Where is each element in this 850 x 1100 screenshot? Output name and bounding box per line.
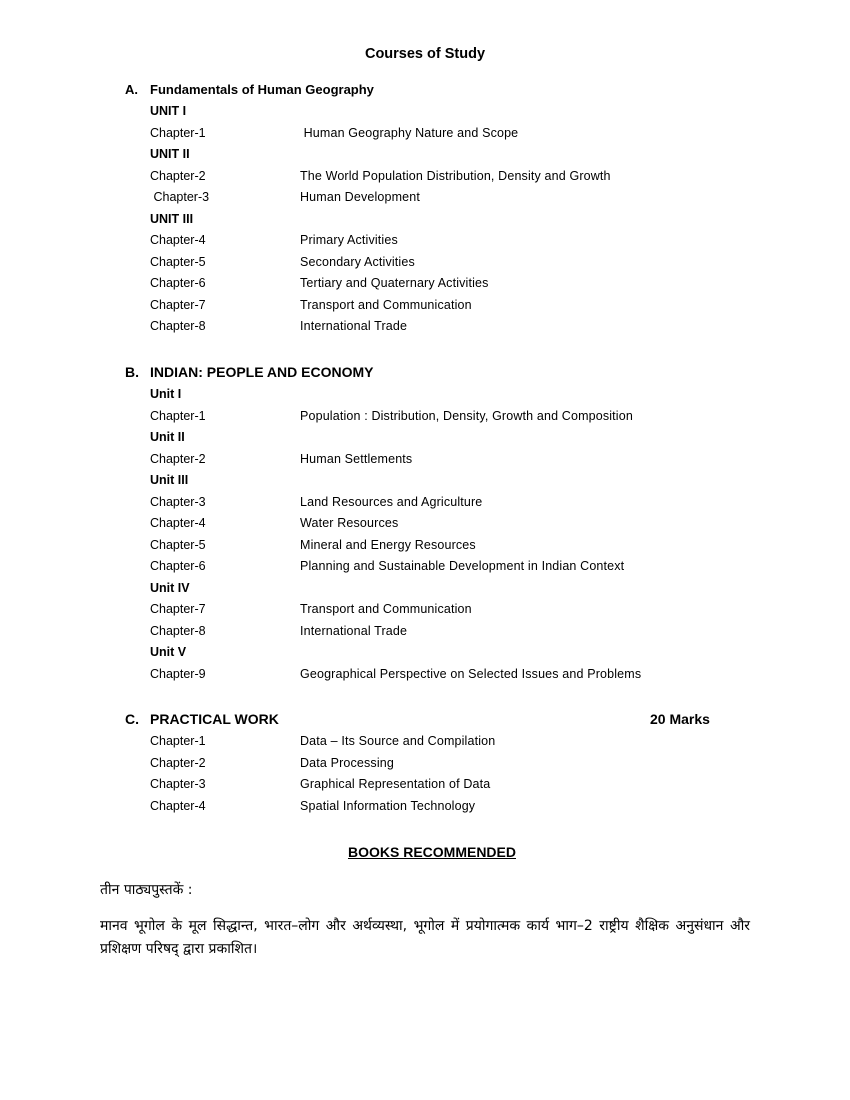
chapter-title: Data – Its Source and Compilation bbox=[300, 734, 496, 748]
unit-label: Unit III bbox=[150, 473, 189, 487]
chapter-number: Chapter-3 bbox=[150, 777, 206, 791]
chapter-number: Chapter-3 bbox=[150, 190, 210, 204]
chapter-number: Chapter-6 bbox=[150, 559, 206, 573]
chapter-title: Tertiary and Quaternary Activities bbox=[300, 276, 489, 290]
chapter-row bbox=[0, 233, 850, 253]
chapter-row bbox=[0, 516, 850, 536]
section-letter: C. bbox=[125, 711, 139, 727]
unit-row bbox=[0, 104, 850, 124]
unit-row bbox=[0, 473, 850, 493]
chapter-row bbox=[0, 126, 850, 146]
chapter-number: Chapter-2 bbox=[150, 755, 206, 770]
chapter-title: Land Resources and Agriculture bbox=[300, 494, 483, 509]
chapter-number: Chapter-1 bbox=[150, 125, 206, 140]
chapter-title: Transport and Communication bbox=[300, 297, 472, 312]
chapter-row bbox=[0, 276, 850, 296]
section-title: Fundamentals of Human Geography bbox=[150, 82, 374, 97]
chapter-title: Water Resources bbox=[300, 516, 399, 530]
books-description: मानव भूगोल के मूल सिद्धान्त, भारत–लोग और अर्थव्यस्था, भूगोल में प्रयोगात्मक कार्य भाग–2 राष्ट्रीय शैक्षिक अनुसंधान और प्रशिक्षण परिषद् द्वारा प्रकाशित। bbox=[100, 918, 750, 957]
section-marks: 20 Marks bbox=[650, 711, 710, 727]
chapter-title: Human Settlements bbox=[300, 451, 413, 466]
unit-label: Unit IV bbox=[150, 580, 190, 595]
unit-label: Unit II bbox=[150, 430, 185, 444]
unit-label: Unit V bbox=[150, 645, 187, 659]
chapter-row bbox=[0, 169, 850, 189]
chapter-number: Chapter-3 bbox=[150, 494, 206, 509]
chapter-row bbox=[0, 734, 850, 754]
chapter-row bbox=[0, 190, 850, 210]
chapter-number: Chapter-1 bbox=[150, 734, 206, 748]
page-title: Courses of Study bbox=[364, 46, 486, 62]
chapter-title: International Trade bbox=[300, 623, 408, 638]
chapter-row bbox=[0, 452, 850, 472]
chapter-number: Chapter-9 bbox=[150, 666, 206, 681]
chapter-number: Chapter-8 bbox=[150, 319, 206, 333]
chapter-row bbox=[0, 319, 850, 339]
unit-label: UNIT II bbox=[150, 147, 190, 161]
chapter-number: Chapter-5 bbox=[150, 254, 206, 269]
chapter-title: Planning and Sustainable Development in Indian Context bbox=[300, 559, 625, 573]
books-label: तीन पाठ्यपुस्तकें : bbox=[100, 882, 193, 898]
chapter-title: Geographical Perspective on Selected Issues and Problems bbox=[300, 666, 642, 681]
chapter-number: Chapter-4 bbox=[150, 798, 206, 813]
unit-label: UNIT I bbox=[150, 104, 187, 118]
chapter-number: Chapter-5 bbox=[150, 537, 206, 552]
chapter-row bbox=[0, 559, 850, 579]
chapter-title: Data Processing bbox=[300, 755, 394, 770]
chapter-row bbox=[0, 255, 850, 275]
chapter-row bbox=[0, 777, 850, 797]
unit-row bbox=[0, 212, 850, 232]
chapter-number: Chapter-7 bbox=[150, 297, 206, 312]
books-recommended-heading: BOOKS RECOMMENDED bbox=[347, 844, 516, 860]
section-title: INDIAN: PEOPLE AND ECONOMY bbox=[150, 364, 374, 380]
chapter-title: Transport and Communication bbox=[300, 602, 472, 616]
chapter-number: Chapter-1 bbox=[150, 408, 206, 423]
section-title: PRACTICAL WORK bbox=[150, 711, 279, 727]
unit-label: Unit I bbox=[150, 387, 182, 401]
unit-row bbox=[0, 581, 850, 601]
chapter-row bbox=[0, 624, 850, 644]
unit-row bbox=[0, 387, 850, 407]
chapter-number: Chapter-7 bbox=[150, 602, 206, 616]
chapter-number: Chapter-2 bbox=[150, 168, 206, 183]
chapter-row bbox=[0, 538, 850, 558]
chapter-number: Chapter-6 bbox=[150, 276, 206, 290]
chapter-row bbox=[0, 602, 850, 622]
chapter-number: Chapter-2 bbox=[150, 451, 206, 466]
chapter-title: Spatial Information Technology bbox=[300, 798, 476, 813]
chapter-row bbox=[0, 495, 850, 515]
chapter-title: Population : Distribution, Density, Growth and Composition bbox=[300, 408, 633, 423]
chapter-title: Primary Activities bbox=[300, 233, 398, 247]
section-letter: B. bbox=[125, 364, 139, 380]
chapter-title: Graphical Representation of Data bbox=[300, 777, 491, 791]
chapter-title: Human Development bbox=[300, 190, 420, 204]
chapter-title: Human Geography Nature and Scope bbox=[300, 125, 519, 140]
section-letter: A. bbox=[125, 82, 138, 97]
chapter-title: International Trade bbox=[300, 319, 408, 333]
chapter-number: Chapter-8 bbox=[150, 623, 206, 638]
chapter-title: Secondary Activities bbox=[300, 254, 415, 269]
unit-row bbox=[0, 147, 850, 167]
chapter-title: Mineral and Energy Resources bbox=[300, 537, 476, 552]
chapter-row bbox=[0, 409, 850, 429]
unit-label: UNIT III bbox=[150, 211, 194, 226]
chapter-title: The World Population Distribution, Density and Growth bbox=[300, 168, 611, 183]
chapter-row bbox=[0, 298, 850, 318]
chapter-row bbox=[0, 799, 850, 819]
unit-row bbox=[0, 430, 850, 450]
chapter-row bbox=[0, 756, 850, 776]
chapter-row bbox=[0, 667, 850, 687]
chapter-number: Chapter-4 bbox=[150, 516, 206, 530]
chapter-number: Chapter-4 bbox=[150, 233, 206, 247]
unit-row bbox=[0, 645, 850, 665]
